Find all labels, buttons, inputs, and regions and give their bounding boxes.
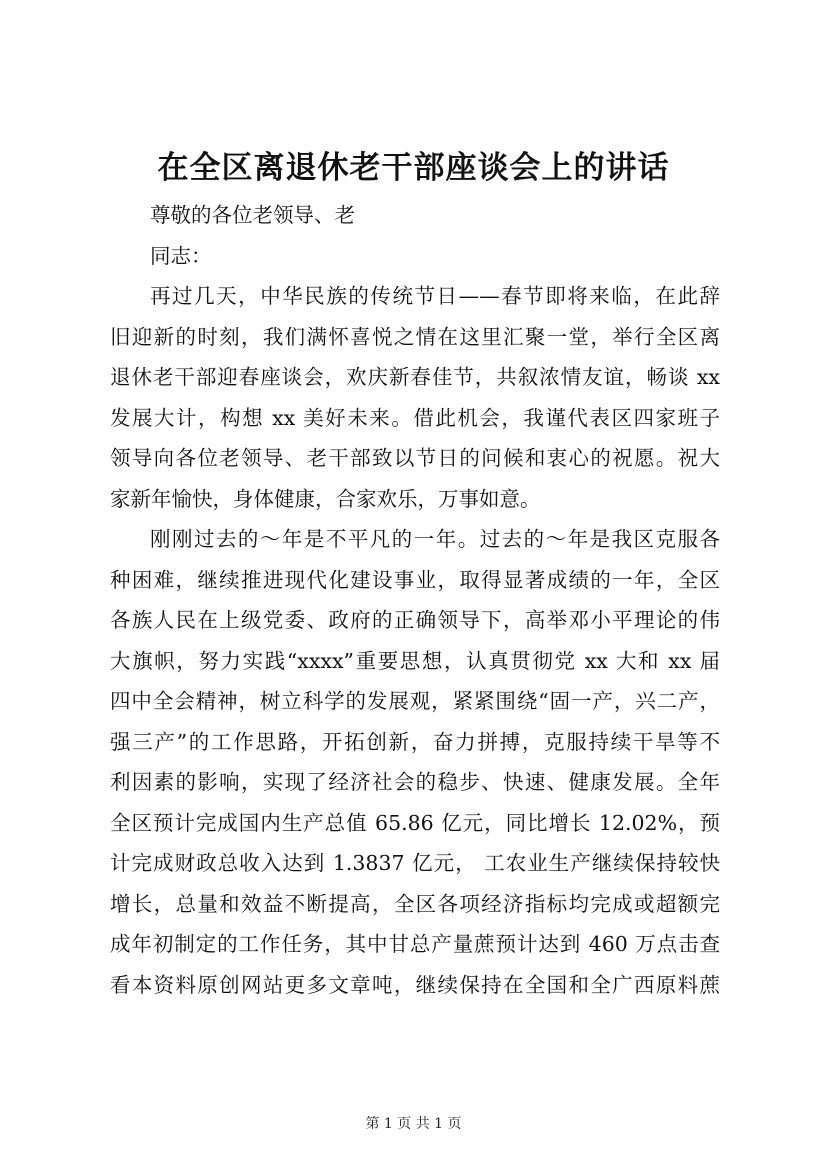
paragraph-line: 大旗帜，努力实践“xxxx”重要思想，认真贯彻党 xx 大和 xx 届	[110, 648, 720, 673]
paragraph-line: 退休老干部迎春座谈会，欢庆新春佳节，共叙浓情友谊，畅谈 xx	[110, 365, 720, 389]
paragraph-line: 尊敬的各位老领导、老	[150, 203, 355, 227]
paragraph-line: 成年初制定的工作任务，其中甘总产量蔗预计达到 460 万点击查	[110, 932, 720, 956]
paragraph-line: 强三产”的工作思路，开拓创新，奋力拼搏，克服持续干旱等不	[110, 729, 720, 754]
paragraph-line: 计完成财政总收入达到 1.3837 亿元， 工农业生产继续保持较快	[110, 851, 720, 875]
paragraph-line: 再过几天，中华民族的传统节日——春节即将来临，在此辞	[150, 284, 720, 308]
paragraph-line: 各族人民在上级党委、政府的正确领导下，高举邓小平理论的伟	[110, 608, 720, 632]
paragraph-line: 旧迎新的时刻，我们满怀喜悦之情在这里汇聚一堂，举行全区离	[110, 324, 720, 349]
paragraph-line: 增长，总量和效益不断提高，全区各项经济指标均完成或超额完	[110, 891, 720, 916]
paragraph-line: 刚刚过去的～年是不平凡的一年。过去的～年是我区克服各	[150, 527, 720, 551]
paragraph-line: 全区预计完成国内生产总值 65.86 亿元，同比增长 12.02%，预	[110, 810, 720, 835]
paragraph-line: 种困难，继续推进现代化建设事业，取得显著成绩的一年，全区	[110, 567, 720, 592]
paragraph-line: 四中全会精神，树立科学的发展观，紧紧围绕“固一产，兴二产，	[110, 689, 720, 713]
paragraph-line: 看本资料原创网站更多文章吨，继续保持在全国和全广西原料蔗	[110, 972, 720, 997]
page-footer: 第 1 页 共 1 页	[365, 1116, 462, 1132]
paragraph-line: 发展大计，构想 xx 美好未来。借此机会，我谨代表区四家班子	[110, 405, 720, 430]
document-title: 在全区离退休老干部座谈会上的讲话	[157, 150, 670, 186]
paragraph-line: 家新年愉快，身体健康，合家欢乐，万事如意。	[110, 486, 541, 511]
paragraph-line: 利因素的影响，实现了经济社会的稳步、快速、健康发展。全年	[110, 770, 720, 794]
paragraph-line: 领导向各位老领导、老干部致以节日的问候和衷心的祝愿。祝大	[110, 446, 720, 470]
paragraph-line: 同志：	[150, 243, 212, 268]
document-body	[110, 195, 720, 1005]
